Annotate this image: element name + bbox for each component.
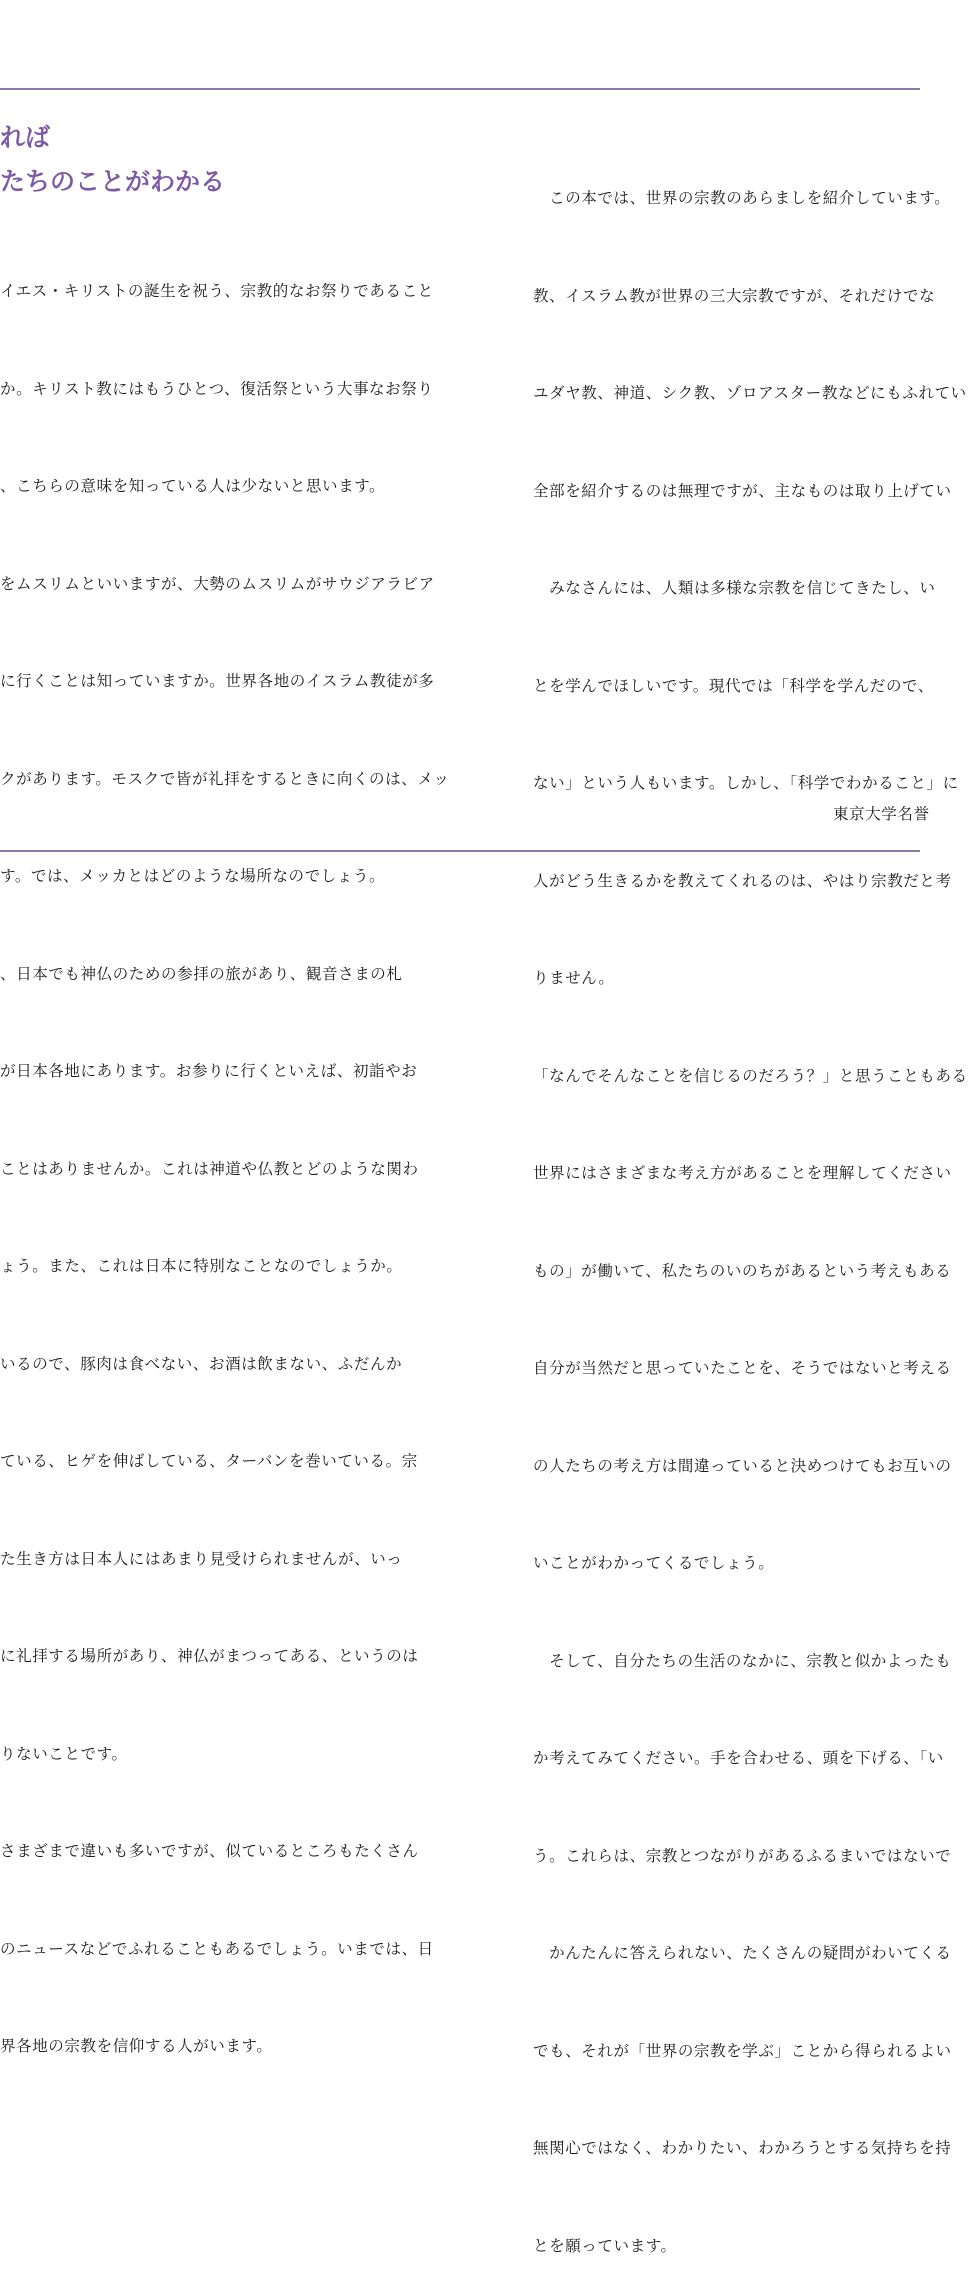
- text-line: ユダヤ教、神道、シク教、ゾロアスター教などにもふれてい: [533, 384, 967, 402]
- text-line: をムスリムといいますが、大勢のムスリムがサウジアラビア: [0, 574, 435, 593]
- text-line: 世界にはさまざまな考え方があることを理解してください: [533, 1164, 952, 1182]
- text-line: クがあります。モスクで皆が礼拝をするときに向くのは、メッ: [0, 769, 450, 788]
- text-line: のニュースなどでふれることもあるでしょう。いまでは、日: [0, 1939, 434, 1958]
- text-line: う。これらは、宗教とつながりがあるふるまいではないで: [533, 1846, 952, 1865]
- bottom-rule: [0, 850, 920, 852]
- text-line: ょう。また、これは日本に特別なことなのでしょうか。: [0, 1257, 403, 1275]
- text-line: 全部を紹介するのは無理ですが、主なものは取り上げてい: [533, 481, 952, 500]
- right-page-text: [533, 117, 968, 2295]
- heading-line-2: たちのことがわかる: [0, 167, 226, 196]
- text-line: が日本各地にあります。お参りに行くといえば、初詣やお: [0, 1062, 418, 1080]
- text-line: いるので、豚肉は食べない、お酒は飲まない、ふだんか: [0, 1354, 403, 1373]
- text-line: ない」という人もいます。しかし、「科学でわかること」に: [533, 774, 959, 792]
- text-line: りません。: [533, 969, 615, 987]
- heading-line-1: れば: [0, 123, 51, 152]
- text-line: 無関心ではなく、わかりたい、わかろうとする気持ちを持: [533, 2139, 952, 2157]
- text-line: 人がどう生きるかを教えてくれるのは、やはり宗教だと考: [533, 871, 952, 890]
- text-line: ている、ヒゲを伸ばしている、ターバンを巻いている。宗: [0, 1452, 418, 1470]
- text-line: とを願っています。: [533, 2236, 677, 2255]
- author-signature: 東京大学名誉: [833, 805, 930, 823]
- text-line: 自分が当然だと思っていたことを、そうではないと考える: [533, 1359, 952, 1377]
- text-line: とを学んでほしいです。現代では「科学を学んだので、: [533, 676, 934, 695]
- text-line: 、日本でも神仏のための参拝の旅があり、観音さまの札: [0, 964, 403, 983]
- text-line: ことはありませんか。これは神道や仏教とどのような関わ: [0, 1159, 419, 1178]
- text-line: に行くことは知っていますか。世界各地のイスラム教徒が多: [0, 672, 435, 690]
- text-line: いことがわかってくるでしょう。: [533, 1554, 775, 1572]
- left-page-text: [0, 210, 450, 2095]
- text-line: に礼拝する場所があり、神仏がまつってある、というのは: [0, 1647, 419, 1665]
- text-line: そして、自分たちの生活のなかに、宗教と似かよったも: [533, 1651, 952, 1670]
- chapter-heading: [0, 116, 225, 204]
- text-line: た生き方は日本人にはあまり見受けられませんが、いっ: [0, 1549, 403, 1568]
- text-line: か考えてみてください。手を合わせる、頭を下げる、「い: [533, 1749, 944, 1767]
- text-line: 界各地の宗教を信仰する人がいます。: [0, 2037, 273, 2055]
- text-line: もの」が働いて、私たちのいのちがあるという考えもある: [533, 1261, 952, 1280]
- text-line: す。では、メッカとはどのような場所なのでしょう。: [0, 867, 386, 885]
- top-rule: [0, 88, 920, 90]
- text-line: イエス・キリストの誕生を祝う、宗教的なお祭りであること: [0, 282, 434, 300]
- text-line: 「なんでそんなことを信じるのだろう？」と思うこともある: [533, 1066, 968, 1085]
- text-line: りないことです。: [0, 1744, 128, 1763]
- text-line: 教、イスラム教が世界の三大宗教ですが、それだけでな: [533, 286, 936, 305]
- text-line: さまざまで違いも多いですが、似ているところもたくさん: [0, 1842, 419, 1860]
- text-line: この本では、世界の宗教のあらましを紹介しています。: [533, 189, 951, 207]
- text-line: の人たちの考え方は間違っていると決めつけてもお互いの: [533, 1456, 952, 1475]
- text-line: みなさんには、人類は多様な宗教を信じてきたし、い: [533, 579, 936, 597]
- text-line: かんたんに答えられない、たくさんの疑問がわいてくる: [533, 1944, 952, 1962]
- text-line: 、こちらの意味を知っている人は少ないと思います。: [0, 477, 386, 495]
- text-line: でも、それが「世界の宗教を学ぶ」ことから得られるよい: [533, 2041, 952, 2060]
- text-line: か。キリスト教にはもうひとつ、復活祭という大事なお祭り: [0, 379, 434, 398]
